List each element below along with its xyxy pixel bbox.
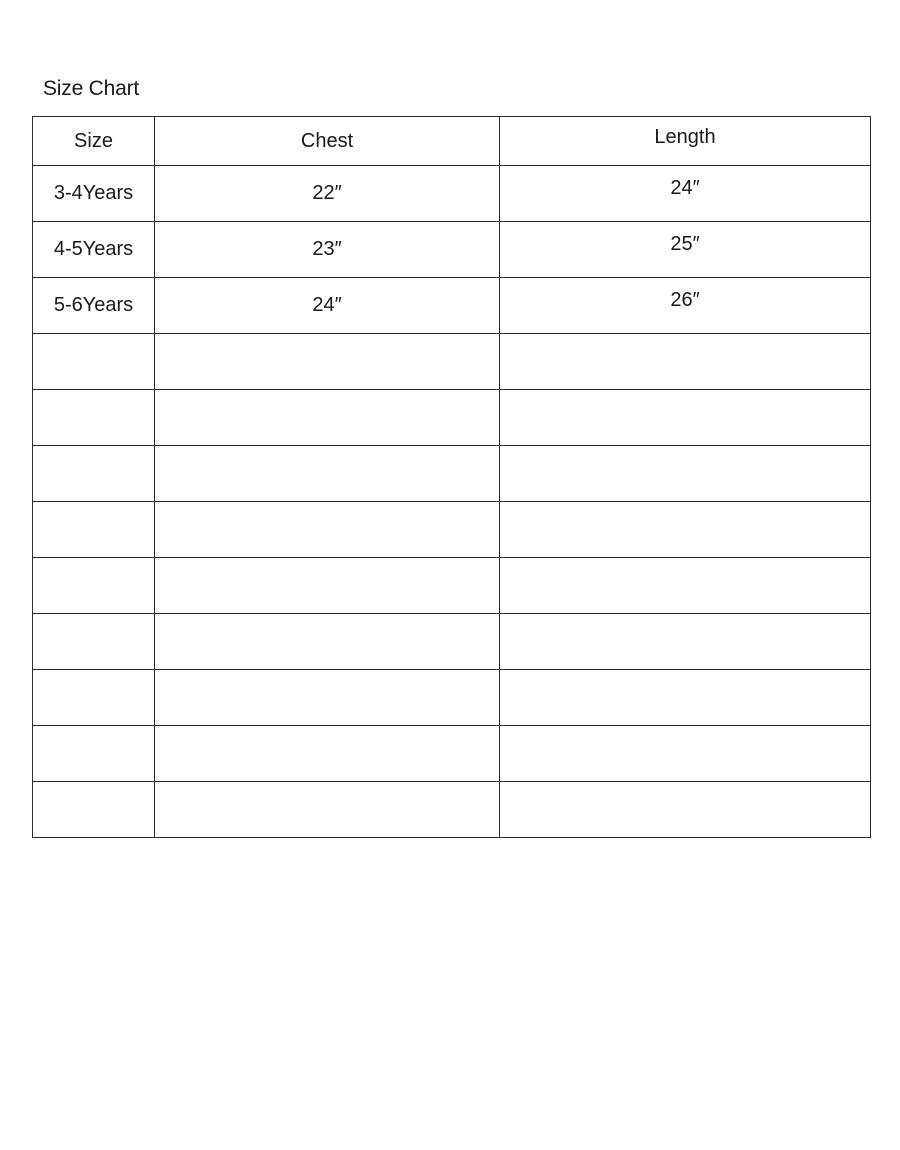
table-row [33,502,871,558]
cell-size: 3-4Years [33,166,155,222]
cell-length: 26″ [500,278,871,334]
cell-chest [155,782,500,838]
cell-length [500,446,871,502]
cell-length [500,334,871,390]
cell-chest [155,446,500,502]
cell-chest: 24″ [155,278,500,334]
cell-size [33,726,155,782]
page-title: Size Chart [43,77,140,100]
cell-chest [155,558,500,614]
table-row [33,334,871,390]
cell-chest: 22″ [155,166,500,222]
cell-length: 24″ [500,166,871,222]
table-row [33,390,871,446]
cell-chest [155,390,500,446]
table-row [33,278,871,334]
cell-size [33,670,155,726]
column-header-length: Length [500,117,871,166]
column-header-chest: Chest [155,117,500,166]
cell-length: 25″ [500,222,871,278]
column-header-size: Size [33,117,155,166]
cell-length [500,670,871,726]
table-row [33,558,871,614]
cell-size [33,502,155,558]
table-body [33,166,871,838]
cell-chest [155,334,500,390]
cell-size [33,614,155,670]
cell-size [33,334,155,390]
cell-chest [155,670,500,726]
table-row [33,670,871,726]
cell-chest [155,726,500,782]
cell-size [33,782,155,838]
cell-size: 4-5Years [33,222,155,278]
table-row [33,614,871,670]
cell-length [500,502,871,558]
cell-size: 5-6Years [33,278,155,334]
cell-chest [155,502,500,558]
table-row [33,726,871,782]
table-row [33,782,871,838]
table-row [33,446,871,502]
cell-length [500,614,871,670]
cell-length [500,558,871,614]
cell-length [500,390,871,446]
size-chart-table [32,116,871,838]
cell-length [500,782,871,838]
cell-size [33,390,155,446]
cell-size [33,446,155,502]
cell-size [33,558,155,614]
table-header-row [33,117,871,166]
table-row [33,166,871,222]
cell-length [500,726,871,782]
cell-chest: 23″ [155,222,500,278]
table-row [33,222,871,278]
cell-chest [155,614,500,670]
